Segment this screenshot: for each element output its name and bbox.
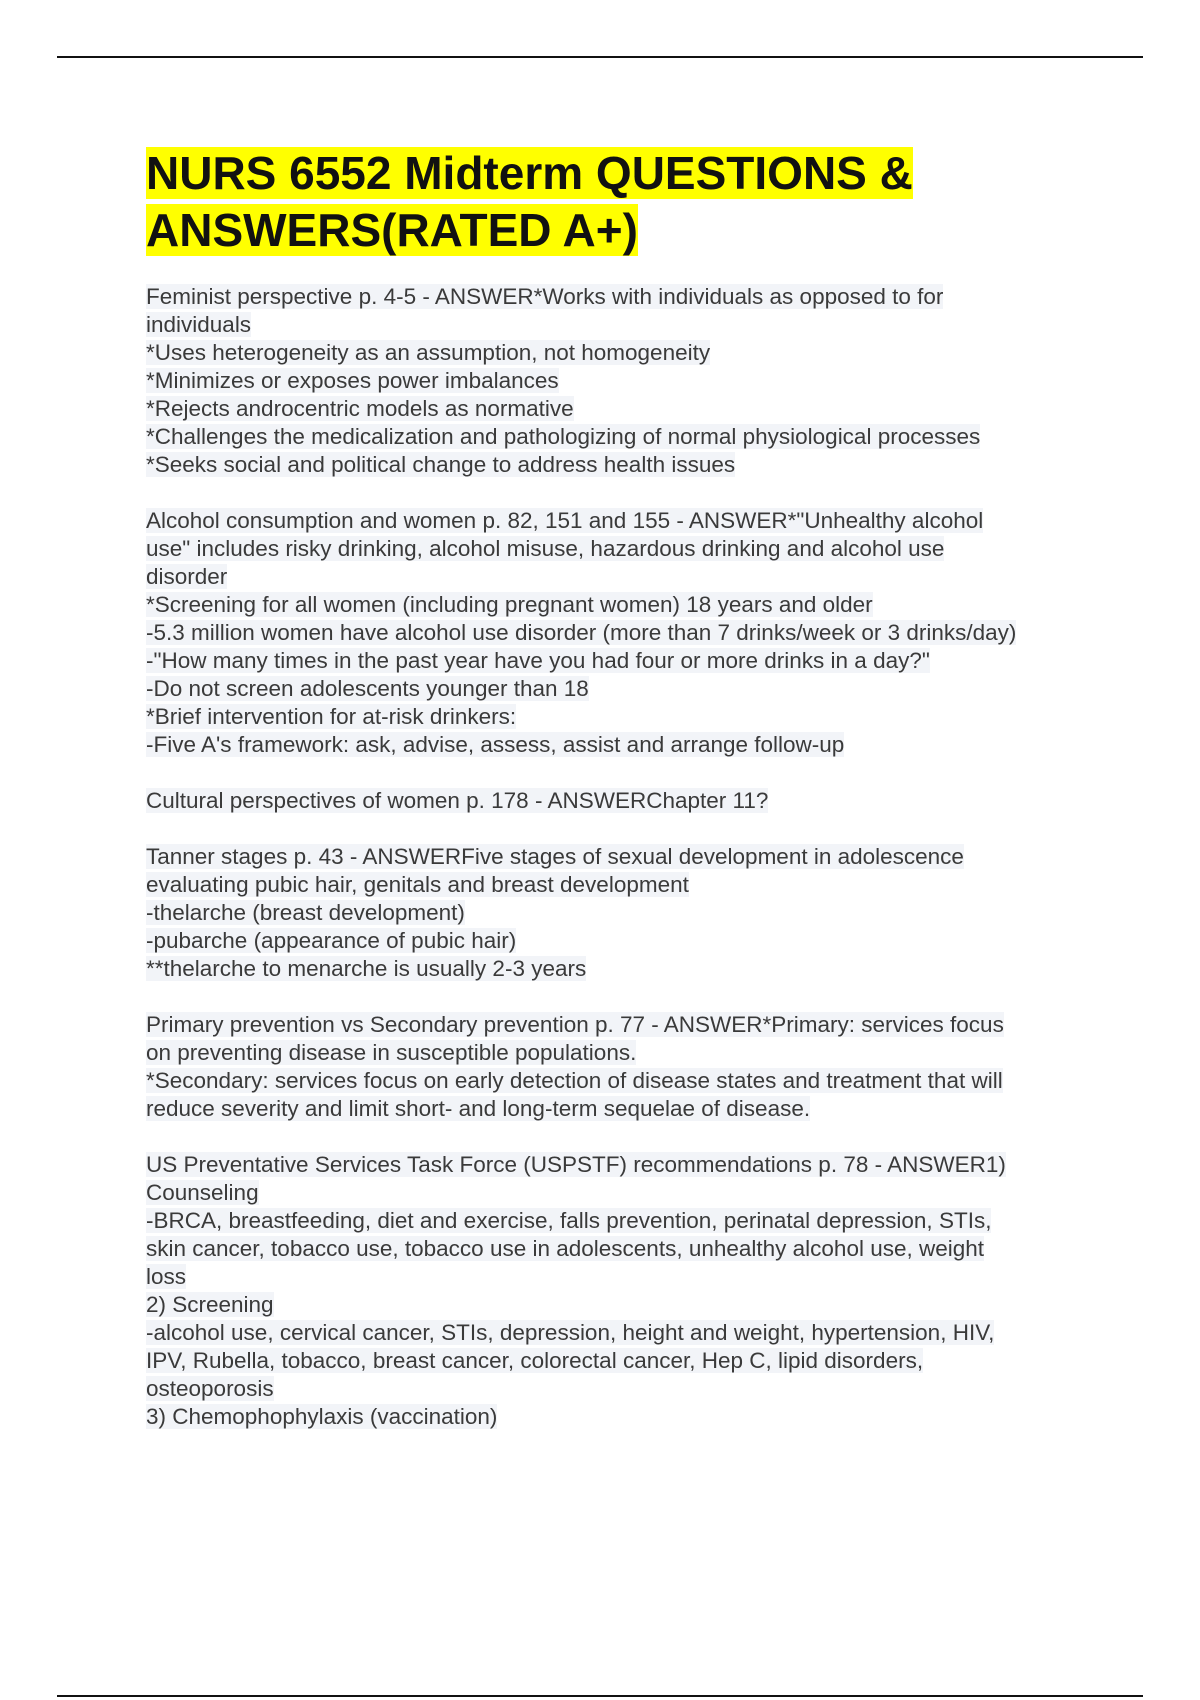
qa-line [146,647,1086,675]
qa-list [146,283,1086,1431]
qa-line [146,843,1086,871]
qa-line [146,423,1086,451]
qa-line [146,1011,1086,1039]
qa-line-text: -pubarche (appearance of pubic hair) [146,928,517,953]
qa-line [146,339,1086,367]
qa-line [146,1039,1086,1067]
qa-line-text: 2) Screening [146,1292,274,1317]
qa-line-text: *Rejects androcentric models as normative [146,396,574,421]
qa-line [146,395,1086,423]
qa-line-text: -5.3 million women have alcohol use disorder (more than 7 drinks/week or 3 drinks/day) [146,620,1017,645]
qa-line [146,1347,1086,1375]
qa-line [146,1207,1086,1235]
qa-line [146,871,1086,899]
qa-line-text: -Five A's framework: ask, advise, assess, assist and arrange follow-up [146,732,845,757]
qa-line [146,1403,1086,1431]
bottom-rule [57,1695,1143,1697]
qa-line [146,507,1086,535]
qa-line-text: Tanner stages p. 43 - ANSWERFive stages of sexual development in adolescence [146,844,964,869]
document-body [146,145,1086,1459]
qa-line-text: 3) Chemophophylaxis (vaccination) [146,1404,498,1429]
qa-line [146,1291,1086,1319]
qa-line-text: -BRCA, breastfeeding, diet and exercise, falls prevention, perinatal depression, STIs, [146,1208,992,1233]
qa-line [146,1375,1086,1403]
qa-line [146,1235,1086,1263]
qa-line [146,591,1086,619]
qa-line [146,1319,1086,1347]
qa-line-text: *Minimizes or exposes power imbalances [146,368,559,393]
qa-line-text: -Do not screen adolescents younger than 18 [146,676,589,701]
qa-line-text: -alcohol use, cervical cancer, STIs, depression, height and weight, hypertension, HIV, [146,1320,995,1345]
qa-line-text: evaluating pubic hair, genitals and breast development [146,872,689,897]
qa-line [146,675,1086,703]
document-title [146,145,1086,259]
qa-entry [146,1151,1086,1431]
title-line-2: ANSWERS(RATED A+) [146,204,638,256]
qa-line [146,703,1086,731]
qa-line-text: disorder [146,564,228,589]
qa-line-text: reduce severity and limit short- and long-term sequelae of disease. [146,1096,811,1121]
qa-line [146,1095,1086,1123]
qa-entry [146,507,1086,759]
qa-line-text: on preventing disease in susceptible populations. [146,1040,637,1065]
qa-line [146,1067,1086,1095]
qa-line-text: Counseling [146,1180,259,1205]
qa-line-text: Feminist perspective p. 4-5 - ANSWER*Works with individuals as opposed to for [146,284,944,309]
qa-line [146,955,1086,983]
qa-line-text: use" includes risky drinking, alcohol misuse, hazardous drinking and alcohol use [146,536,945,561]
qa-entry [146,1011,1086,1123]
qa-line [146,1263,1086,1291]
qa-line-text: -"How many times in the past year have you had four or more drinks in a day?" [146,648,930,673]
qa-line-text: *Brief intervention for at-risk drinkers: [146,704,517,729]
qa-line [146,1151,1086,1179]
qa-line [146,563,1086,591]
qa-line [146,899,1086,927]
qa-line-text: individuals [146,312,252,337]
qa-line-text: -thelarche (breast development) [146,900,465,925]
qa-line-text: Cultural perspectives of women p. 178 - ANSWERChapter 11? [146,788,769,813]
top-rule [57,56,1143,58]
qa-line-text: skin cancer, tobacco use, tobacco use in adolescents, unhealthy alcohol use, weight [146,1236,985,1261]
qa-line-text: *Screening for all women (including pregnant women) 18 years and older [146,592,873,617]
qa-line-text: Alcohol consumption and women p. 82, 151 and 155 - ANSWER*"Unhealthy alcohol [146,508,984,533]
qa-line [146,927,1086,955]
qa-line [146,283,1086,311]
qa-line [146,367,1086,395]
qa-entry [146,787,1086,815]
qa-line [146,787,1086,815]
title-line-1: NURS 6552 Midterm QUESTIONS & [146,147,913,199]
qa-line-text: **thelarche to menarche is usually 2-3 years [146,956,587,981]
qa-line-text: Primary prevention vs Secondary prevention p. 77 - ANSWER*Primary: services focus [146,1012,1004,1037]
qa-line-text: loss [146,1264,187,1289]
qa-line [146,1179,1086,1207]
qa-line-text: *Challenges the medicalization and pathologizing of normal physiological processes [146,424,981,449]
qa-entry [146,843,1086,983]
qa-line [146,535,1086,563]
qa-line-text: osteoporosis [146,1376,274,1401]
qa-line-text: *Uses heterogeneity as an assumption, not homogeneity [146,340,711,365]
qa-line-text: US Preventative Services Task Force (USPSTF) recommendations p. 78 - ANSWER1) [146,1152,1006,1177]
qa-entry [146,283,1086,479]
qa-line [146,311,1086,339]
qa-line [146,619,1086,647]
qa-line-text: IPV, Rubella, tobacco, breast cancer, colorectal cancer, Hep C, lipid disorders, [146,1348,924,1373]
qa-line [146,731,1086,759]
qa-line-text: *Secondary: services focus on early detection of disease states and treatment that will [146,1068,1003,1093]
qa-line-text: *Seeks social and political change to address health issues [146,452,736,477]
qa-line [146,451,1086,479]
